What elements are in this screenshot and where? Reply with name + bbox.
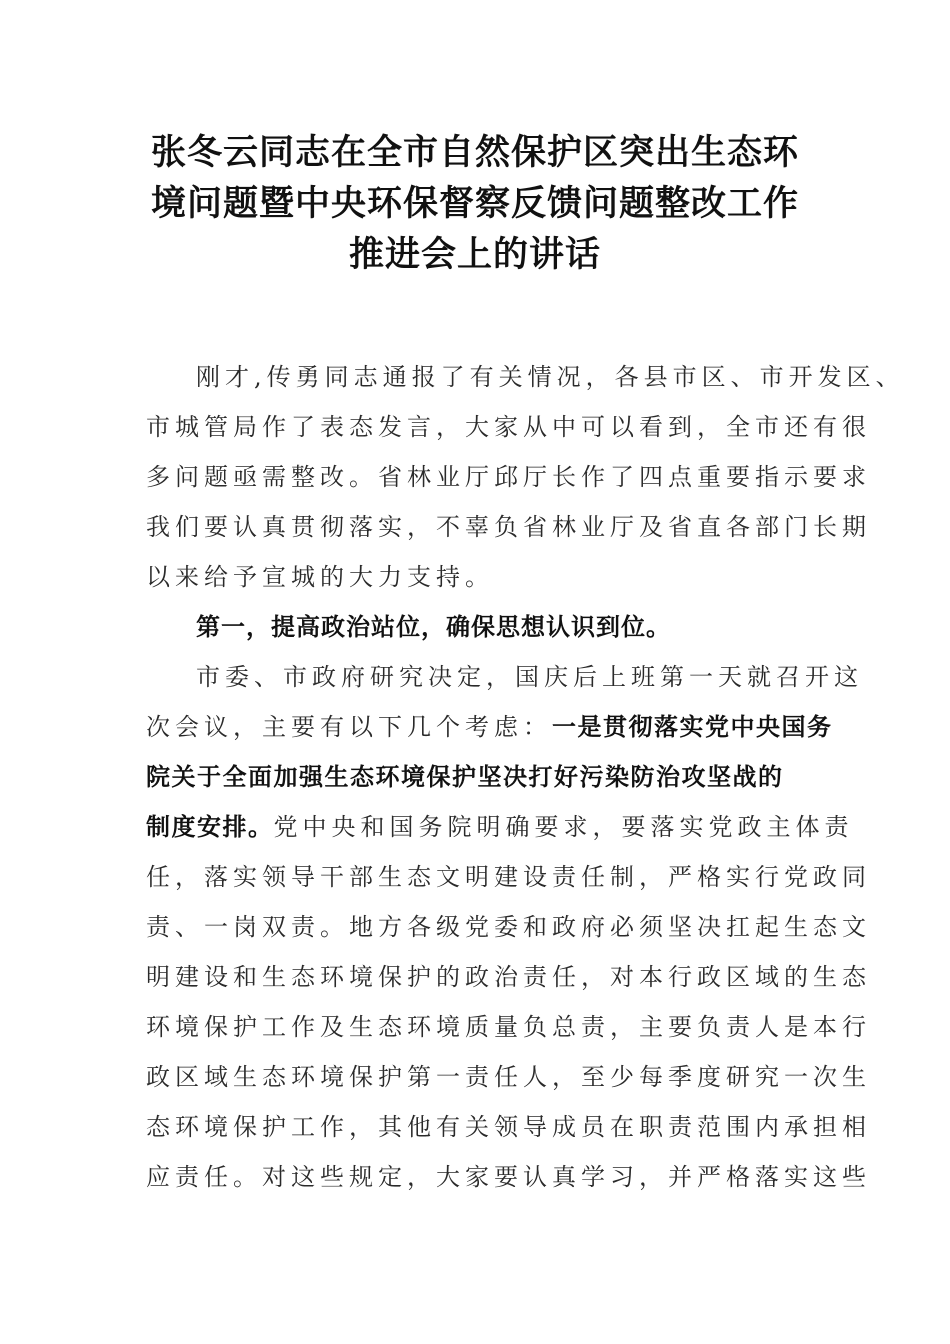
paragraph-2-line-2-text: 次会议，主要有以下几个考虑： bbox=[146, 713, 552, 741]
paragraph-2-line-11: 应责任。对这些规定，大家要认真学习，并严格落实这些 bbox=[146, 1163, 871, 1191]
document-title bbox=[120, 128, 830, 281]
paragraph-2-line-4 bbox=[146, 802, 854, 852]
paragraph-2-line-4-emphasis: 制度安排。 bbox=[146, 813, 274, 841]
paragraph-1-line-1: 刚才,传勇同志通报了有关情况，各县市区、市开发区、 bbox=[196, 363, 905, 391]
paragraph-2-line-6: 责、一岗双责。地方各级党委和政府必须坚决扛起生态文 bbox=[146, 913, 871, 941]
section-heading-1: 第一，提高政治站位，确保思想认识到位。 bbox=[196, 613, 671, 641]
paragraph-1-line-3: 多问题亟需整改。省林业厅邱厅长作了四点重要指示要求 bbox=[146, 463, 871, 491]
title-line-3: 推进会上的讲话 bbox=[348, 235, 601, 275]
paragraph-2-line-2-emphasis: 一是贯彻落实党中央国务 bbox=[552, 713, 833, 741]
paragraph-2 bbox=[146, 652, 871, 1202]
paragraph-2-line-8: 环境保护工作及生态环境质量负总责，主要负责人是本行 bbox=[146, 1013, 871, 1041]
paragraph-2-line-5: 任，落实领导干部生态文明建设责任制，严格实行党政同 bbox=[146, 863, 871, 891]
paragraph-2-line-10: 态环境保护工作，其他有关领导成员在职责范围内承担相 bbox=[146, 1113, 871, 1141]
paragraph-1-line-5: 以来给予宣城的大力支持。 bbox=[146, 563, 494, 591]
title-line-2: 境问题暨中央环保督察反馈问题整改工作 bbox=[150, 184, 799, 224]
paragraph-2-line-9: 政区域生态环境保护第一责任人，至少每季度研究一次生 bbox=[146, 1063, 871, 1091]
paragraph-2-line-3-emphasis: 院关于全面加强生态环境保护坚决打好污染防治攻坚战的 bbox=[146, 763, 784, 791]
paragraph-1-line-4: 我们要认真贯彻落实，不辜负省林业厅及省直各部门长期 bbox=[146, 513, 871, 541]
paragraph-1 bbox=[146, 352, 905, 602]
paragraph-2-line-7: 明建设和生态环境保护的政治责任，对本行政区域的生态 bbox=[146, 963, 871, 991]
paragraph-2-line-2 bbox=[146, 702, 833, 752]
paragraph-2-line-1: 市委、市政府研究决定，国庆后上班第一天就召开这 bbox=[196, 663, 863, 691]
document-body bbox=[146, 352, 905, 1202]
paragraph-1-line-2: 市城管局作了表态发言，大家从中可以看到，全市还有很 bbox=[146, 413, 871, 441]
title-line-1: 张冬云同志在全市自然保护区突出生态环 bbox=[150, 133, 799, 173]
paragraph-2-line-4-text: 党中央和国务院明确要求，要落实党政主体责 bbox=[273, 813, 854, 841]
